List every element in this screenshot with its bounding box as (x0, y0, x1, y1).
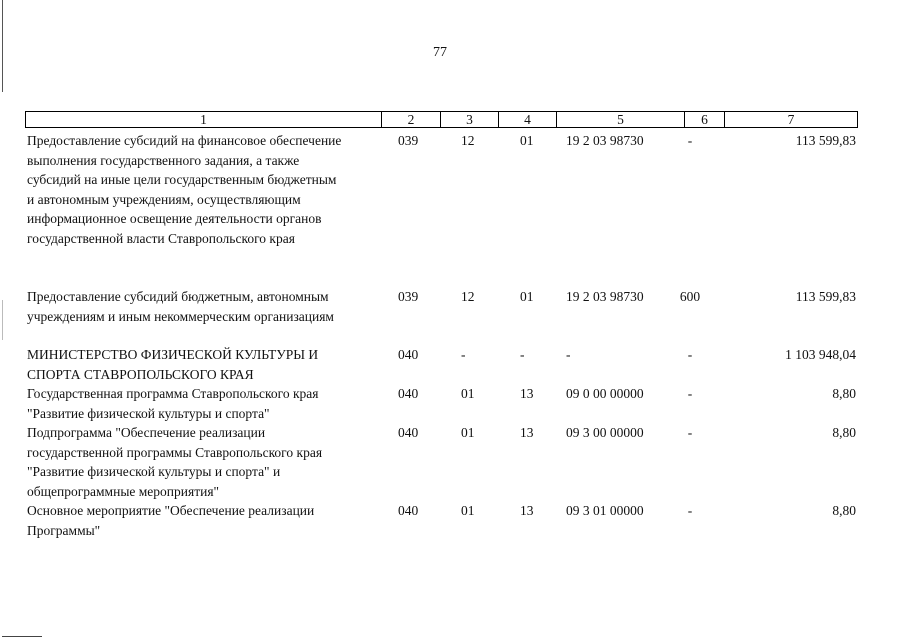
margin-rule (2, 0, 3, 92)
subsection-code: 13 (520, 386, 534, 401)
amount: 8,80 (832, 503, 856, 518)
amount: 1 103 948,04 (785, 347, 856, 362)
description-line: СПОРТА СТАВРОПОЛЬСКОГО КРАЯ (27, 366, 254, 382)
section-code: 01 (461, 503, 475, 518)
subsection-code: 01 (520, 289, 534, 304)
section-code: - (461, 347, 466, 362)
section-code: 01 (461, 425, 475, 440)
subsection-code: 13 (520, 503, 534, 518)
page-number: 77 (433, 45, 447, 60)
description-line: "Развитие физической культуры и спорта" (27, 405, 270, 421)
expense-type-code: - (687, 503, 693, 518)
ministry-code: 040 (398, 503, 419, 518)
corner-mark (2, 636, 42, 637)
description-line: "Развитие физической культуры и спорта" и (27, 464, 281, 479)
row-description (27, 131, 387, 248)
section-code: 12 (461, 289, 475, 304)
header-col-6: 6 (684, 112, 724, 127)
subsection-code: 01 (520, 133, 534, 148)
description-line: выполнения государственного задания, а также (27, 152, 300, 168)
target-item-code: 19 2 03 98730 (566, 289, 644, 304)
ministry-code: 039 (398, 289, 419, 304)
expense-type-code: 600 (679, 289, 701, 304)
amount: 8,80 (832, 386, 856, 401)
row-description (27, 384, 387, 423)
description-line: общепрограммные мероприятия" (27, 483, 220, 499)
ministry-code: 040 (398, 386, 419, 401)
row-description (27, 287, 387, 326)
row-description (27, 345, 387, 384)
description-line: Предоставление субсидий бюджетным, автономным (27, 289, 329, 304)
expense-type-code: - (687, 425, 693, 440)
margin-rule-lower (2, 300, 3, 340)
description-line: Основное мероприятие "Обеспечение реализации (27, 503, 315, 518)
target-item-code: - (566, 347, 571, 362)
expense-type-code: - (687, 133, 693, 148)
header-col-1: 1 (200, 112, 207, 127)
target-item-code: 09 0 00 00000 (566, 386, 644, 401)
description-line: Программы" (27, 522, 101, 538)
description-line: Государственная программа Ставропольского края (27, 386, 319, 401)
header-col-3: 3 (440, 112, 498, 127)
description-line: МИНИСТЕРСТВО ФИЗИЧЕСКОЙ КУЛЬТУРЫ И (27, 347, 319, 362)
header-col-5: 5 (556, 112, 684, 127)
header-col-7: 7 (724, 112, 857, 127)
subsection-code: 13 (520, 425, 534, 440)
ministry-code: 040 (398, 425, 419, 440)
expense-type-code: - (687, 386, 693, 401)
description-line: Предоставление субсидий на финансовое обеспечение (27, 133, 342, 148)
description-line: и автономным учреждениям, осуществляющим (27, 191, 301, 207)
subsection-code: - (520, 347, 525, 362)
description-line: информационное освещение деятельности органов (27, 211, 322, 226)
row-description (27, 501, 387, 540)
description-line: Подпрограмма "Обеспечение реализации (27, 425, 266, 440)
table-header (25, 111, 858, 128)
description-line: государственной власти Ставропольского края (27, 230, 295, 246)
ministry-code: 040 (398, 347, 419, 362)
target-item-code: 09 3 01 00000 (566, 503, 644, 518)
ministry-code: 039 (398, 133, 419, 148)
header-col-2: 2 (381, 112, 440, 127)
header-col-4: 4 (498, 112, 556, 127)
target-item-code: 19 2 03 98730 (566, 133, 644, 148)
target-item-code: 09 3 00 00000 (566, 425, 644, 440)
section-code: 12 (461, 133, 475, 148)
description-line: государственной программы Ставропольского края (27, 444, 323, 460)
amount: 8,80 (832, 425, 856, 440)
description-line: субсидий на иные цели государственным бюджетным (27, 172, 337, 187)
row-description (27, 423, 387, 501)
description-line: учреждениям и иным некоммерческим организациям (27, 308, 334, 324)
section-code: 01 (461, 386, 475, 401)
amount: 113 599,83 (795, 133, 856, 148)
amount: 113 599,83 (795, 289, 856, 304)
expense-type-code: - (687, 347, 693, 362)
